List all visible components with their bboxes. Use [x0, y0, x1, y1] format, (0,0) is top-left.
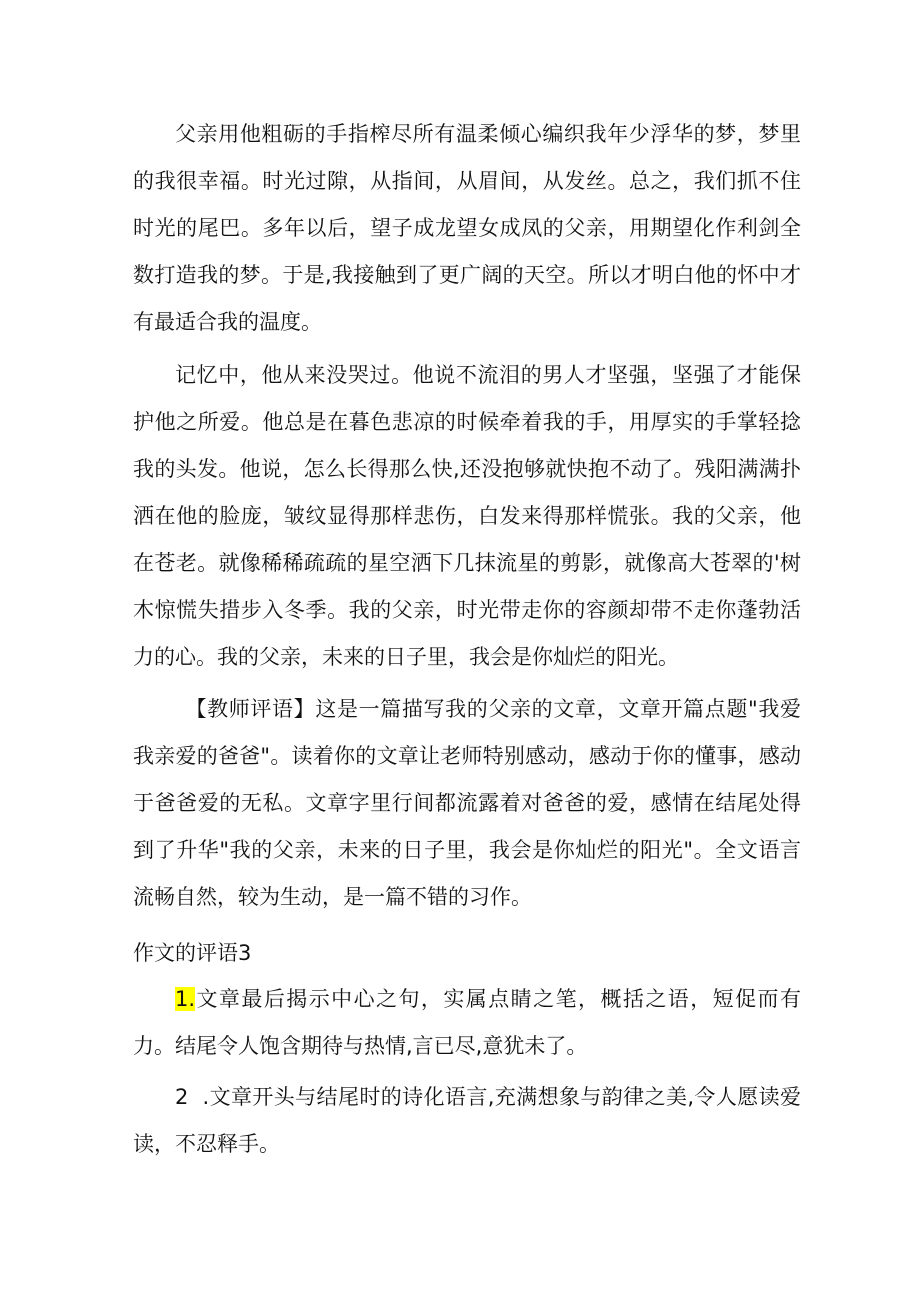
list-item: [133, 976, 801, 1070]
item-number-highlighted: 1.: [175, 987, 196, 1011]
paragraph-memory: 记忆中，他从来没哭过。他说不流泪的男人才坚强，坚强了才能保护他之所爱。他总是在暮色悲凉的时候牵着我的手，用厚实的手掌轻捻我的头发。他说，怎么长得那么快,还没抱够就快抱不动了。残阳满满扑洒在他的脸庞，皱纹显得那样悲伤，白发来得那样慌张。我的父亲，他在苍老。就像稀稀疏疏的星空洒下几抹流星的剪影，就像高大苍翠的'树木惊慌失措步入冬季。我的父亲，时光带走你的容颜却带不走你蓬勃活力的心。我的父亲，未来的日子里，我会是你灿烂的阳光。: [133, 363, 801, 669]
paragraph-teacher-comment: 【教师评语】这是一篇描写我的父亲的文章，文章开篇点题"我爱我亲爱的爸爸"。读着你的文章让老师特别感动，感动于你的懂事，感动于爸爸爱的无私。文章字里行间都流露着对爸爸的爱，感情在结尾处得到了升华"我的父亲，未来的日子里，我会是你灿烂的阳光"。全文语言流畅自然，较为生动，是一篇不错的习作。: [133, 697, 801, 909]
item-number: 2: [175, 1085, 189, 1109]
list-item: [133, 1074, 801, 1168]
item-text: .文章开头与结尾时的诗化语言,充满想象与韵律之美,令人愿读爱读，不忍释手。: [133, 1085, 801, 1156]
paragraph-father-dream: 父亲用他粗砺的手指榨尽所有温柔倾心编织我年少浮华的梦，梦里的我很幸福。时光过隙，从指间，从眉间，从发丝。总之，我们抓不住时光的尾巴。多年以后，望子成龙望女成凤的父亲，用期望化作利剑全数打造我的梦。于是,我接触到了更广阔的天空。所以才明白他的怀中才有最适合我的温度。: [133, 122, 801, 334]
item-text: 文章最后揭示中心之句，实属点睛之笔，概括之语，短促而有力。结尾令人饱含期待与热情,言已尽,意犹未了。: [133, 987, 801, 1058]
section-heading: 作文的评语3: [133, 941, 252, 965]
